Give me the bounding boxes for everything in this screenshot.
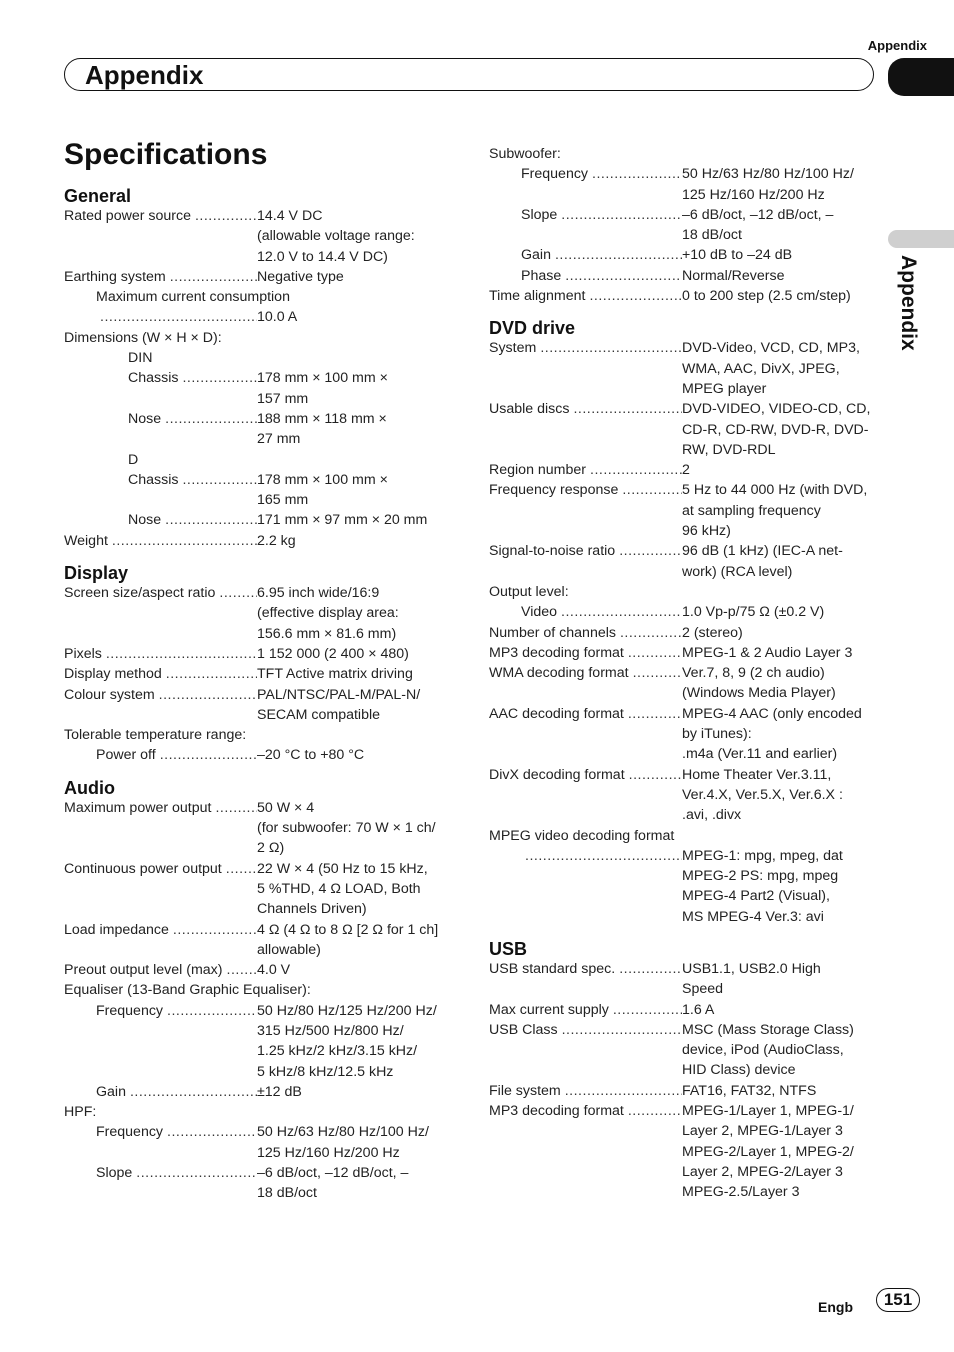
spec-label: Colour system — [64, 686, 155, 703]
spec-label: HPF: — [64, 1104, 97, 1121]
spec-row — [489, 460, 889, 480]
spec-label: Signal-to-noise ratio — [489, 543, 616, 560]
spec-row — [64, 685, 464, 726]
leader-dots — [551, 245, 682, 265]
spec-label: Display method — [64, 666, 162, 683]
spec-label: Output level: — [489, 583, 569, 600]
spec-row — [489, 582, 889, 602]
spec-label: Phase — [521, 267, 562, 284]
spec-value-line: (for subwoofer: 70 W × 1 ch/ — [257, 820, 436, 837]
leader-dots — [169, 920, 257, 961]
leader-dots — [561, 266, 682, 286]
spec-value-line: 96 kHz) — [682, 523, 731, 540]
spec-value-line: Channels Driven) — [257, 901, 367, 918]
spec-label: MP3 decoding format — [489, 1103, 624, 1120]
spec-value-line: Negative type — [257, 268, 344, 285]
spec-label: DivX decoding format — [489, 766, 625, 783]
spec-value-line: 178 mm × 100 mm × — [257, 370, 388, 387]
spec-value-line: –6 dB/oct, –12 dB/oct, – — [257, 1165, 409, 1182]
spec-label: Dimensions (W × H × D): — [64, 329, 222, 346]
spec-row — [489, 663, 889, 704]
spec-value-line: allowable) — [257, 941, 321, 958]
spec-row — [64, 1163, 464, 1204]
spec-row — [64, 745, 464, 765]
spec-row — [489, 846, 889, 927]
spec-row — [489, 245, 889, 265]
spec-value-line: 156.6 mm × 81.6 mm) — [257, 625, 397, 642]
leader-dots — [163, 1001, 257, 1082]
leader-dots — [178, 368, 257, 409]
spec-value-line: 0 to 200 step (2.5 cm/step) — [682, 288, 851, 305]
spec-label: USB standard spec. — [489, 960, 616, 977]
spec-label: Load impedance — [64, 921, 169, 938]
leader-dots — [615, 541, 682, 582]
spec-value-line: WMA, AAC, DivX, JPEG, — [682, 360, 840, 377]
leader-dots — [624, 643, 682, 663]
spec-value-line: –20 °C to +80 °C — [257, 747, 365, 764]
spec-row — [64, 348, 464, 368]
spec-label: Region number — [489, 462, 587, 479]
spec-label: MP3 decoding format — [489, 644, 624, 661]
spec-value-line: RW, DVD-RDL — [682, 441, 776, 458]
leader-dots — [558, 1020, 682, 1081]
spec-value-line: 1.6 A — [682, 1001, 715, 1018]
spec-value-line: 5 %THD, 4 Ω LOAD, Both — [257, 880, 421, 897]
footer-language: Engb — [818, 1299, 853, 1315]
spec-value-line: +10 dB to –24 dB — [682, 247, 793, 264]
spec-value-line: 4.0 V — [257, 962, 291, 979]
spec-value-line: DVD-VIDEO, VIDEO-CD, CD, — [682, 401, 871, 418]
spec-label: D — [128, 451, 139, 468]
spec-label: Gain — [521, 247, 551, 264]
spec-value-line: Speed — [682, 981, 724, 998]
spec-value-line: 5 Hz to 44 000 Hz (with DVD, — [682, 482, 868, 499]
spec-value-line: DVD-Video, VCD, CD, MP3, — [682, 340, 860, 357]
spec-label: Nose — [128, 410, 162, 427]
spec-label: Continuous power output — [64, 860, 222, 877]
spec-label: Max current supply — [489, 1001, 609, 1018]
spec-value-line: 1 152 000 (2 400 × 480) — [257, 645, 409, 662]
spec-value-line: MPEG-4 Part2 (Visual), — [682, 888, 830, 905]
leader-dots — [161, 409, 257, 450]
spec-value-line: 157 mm — [257, 390, 309, 407]
spec-value-line: MPEG-1 & 2 Audio Layer 3 — [682, 644, 853, 661]
spec-label: System — [489, 340, 537, 357]
spec-row — [64, 206, 464, 267]
leader-dots — [521, 846, 682, 927]
leader-dots — [215, 583, 257, 644]
spec-label: USB Class — [489, 1021, 558, 1038]
spec-row — [489, 266, 889, 286]
leader-dots — [132, 1163, 257, 1204]
spec-label: DIN — [128, 350, 153, 367]
spec-label: Pixels — [64, 645, 102, 662]
spec-row — [64, 960, 464, 980]
page-title: Specifications — [64, 138, 268, 171]
spec-value-line: 1.25 kHz/2 kHz/3.15 kHz/ — [257, 1043, 418, 1060]
spec-value-line: CD-R, CD-RW, DVD-R, DVD- — [682, 421, 869, 438]
spec-row — [489, 602, 889, 622]
spec-row — [489, 643, 889, 663]
spec-value-line: 12.0 V to 14.4 V DC) — [257, 248, 388, 265]
spec-value-line: 22 W × 4 (50 Hz to 15 kHz, — [257, 860, 428, 877]
spec-value-line: .m4a (Ver.11 and earlier) — [682, 746, 838, 763]
spec-label: Earthing system — [64, 268, 166, 285]
leader-dots — [166, 267, 257, 287]
spec-row — [64, 510, 464, 530]
spec-label: Maximum current consumption — [96, 289, 290, 306]
spec-row — [489, 205, 889, 246]
spec-label: Screen size/aspect ratio — [64, 585, 216, 602]
leader-dots — [557, 205, 682, 246]
leader-dots — [585, 286, 682, 306]
spec-label: Slope — [521, 206, 558, 223]
spec-value-line: 315 Hz/500 Hz/800 Hz/ — [257, 1022, 404, 1039]
spec-label: Rated power source — [64, 208, 191, 224]
spec-value-line: device, iPod (AudioClass, — [682, 1042, 844, 1059]
spec-row — [64, 267, 464, 287]
leader-dots — [615, 959, 682, 1000]
spec-value-line: Layer 2, MPEG-2/Layer 3 — [682, 1163, 843, 1180]
spec-value-line: MSC (Mass Storage Class) — [682, 1021, 854, 1038]
spec-label: Chassis — [128, 370, 179, 387]
spec-value-line: FAT16, FAT32, NTFS — [682, 1082, 817, 1099]
spec-value-line: MPEG player — [682, 380, 767, 397]
leader-dots — [211, 798, 257, 859]
spec-value-line: by iTunes): — [682, 726, 752, 743]
spec-label: Weight — [64, 532, 108, 549]
spec-label: Number of channels — [489, 624, 616, 641]
spec-row — [64, 1102, 464, 1122]
leader-dots — [557, 602, 682, 622]
spec-value-line: MPEG-1: mpg, mpeg, dat — [682, 847, 843, 864]
spec-label: Preout output level (max) — [64, 962, 223, 979]
spec-row — [64, 859, 464, 920]
spec-value-line: 18 dB/oct — [682, 227, 742, 244]
spec-value-line: 125 Hz/160 Hz/200 Hz — [682, 186, 825, 203]
leader-dots — [624, 1101, 682, 1202]
spec-value-line: 14.4 V DC — [257, 208, 323, 224]
spec-label: AAC decoding format — [489, 705, 624, 722]
spec-value-line: 10.0 A — [257, 309, 298, 326]
spec-label: Slope — [96, 1165, 133, 1182]
leader-dots — [161, 510, 257, 530]
spec-value-line: MS MPEG-4 Ver.3: avi — [682, 908, 824, 925]
leader-dots — [625, 765, 682, 826]
spec-row — [64, 409, 464, 450]
spec-label: Frequency response — [489, 482, 619, 499]
spec-label: Usable discs — [489, 401, 570, 418]
leader-dots — [96, 307, 257, 327]
spec-row — [64, 1122, 464, 1163]
spec-row — [489, 826, 889, 846]
spec-row — [489, 1000, 889, 1020]
spec-value-line: ±12 dB — [257, 1083, 302, 1100]
side-label: Appendix — [897, 255, 920, 351]
spec-label: Nose — [128, 512, 162, 529]
leader-dots — [561, 1081, 682, 1101]
left-column — [64, 186, 464, 1204]
spec-value-line: 188 mm × 118 mm × — [257, 410, 387, 427]
spec-row — [64, 725, 464, 745]
leader-dots — [618, 480, 682, 541]
spec-value-line: MPEG-2.5/Layer 3 — [682, 1184, 800, 1201]
spec-label: Video — [521, 604, 558, 621]
spec-row — [64, 328, 464, 348]
spec-label: Equaliser (13-Band Graphic Equaliser): — [64, 982, 311, 999]
spec-row — [489, 1101, 889, 1202]
spec-label: Tolerable temperature range: — [64, 727, 247, 744]
leader-dots — [629, 663, 682, 704]
leader-dots — [624, 704, 682, 765]
leader-dots — [222, 859, 257, 920]
spec-value-line: (allowable voltage range: — [257, 228, 415, 245]
spec-row — [489, 338, 889, 399]
spec-row — [64, 531, 464, 551]
section-banner — [64, 58, 874, 91]
spec-row — [489, 164, 889, 205]
spec-value-line: .avi, .divx — [682, 807, 742, 824]
page-number: 151 — [876, 1288, 920, 1312]
spec-row — [64, 470, 464, 511]
leader-dots — [156, 745, 257, 765]
spec-label: Frequency — [521, 166, 589, 183]
spec-row — [489, 1081, 889, 1101]
spec-row — [64, 664, 464, 684]
spec-value-line: 1.0 Vp-p/75 Ω (±0.2 V) — [682, 604, 825, 621]
banner-tab — [888, 58, 954, 96]
spec-value-line: USB1.1, USB2.0 High — [682, 960, 821, 977]
leader-dots — [191, 206, 257, 267]
spec-label: Time alignment — [489, 288, 586, 305]
leader-dots — [162, 664, 257, 684]
spec-value-line: Layer 2, MPEG-1/Layer 3 — [682, 1123, 843, 1140]
spec-value-line: 18 dB/oct — [257, 1185, 317, 1202]
leader-dots — [108, 531, 257, 551]
spec-value-line: HID Class) device — [682, 1062, 796, 1079]
spec-label: File system — [489, 1082, 561, 1099]
leader-dots — [155, 685, 257, 726]
leader-dots — [163, 1122, 257, 1163]
spec-label: Gain — [96, 1083, 126, 1100]
spec-row — [489, 286, 889, 306]
leader-dots — [102, 644, 257, 664]
spec-value-line: 171 mm × 97 mm × 20 mm — [257, 512, 428, 529]
spec-row — [489, 480, 889, 541]
spec-value-line: 125 Hz/160 Hz/200 Hz — [257, 1144, 400, 1161]
section-title: USB — [489, 938, 528, 959]
spec-value-line: (effective display area: — [257, 605, 399, 622]
spec-value-line: SECAM compatible — [257, 706, 381, 723]
spec-label: Frequency — [96, 1002, 164, 1019]
spec-row — [64, 798, 464, 859]
right-column — [489, 144, 889, 1203]
spec-value-line: MPEG-4 AAC (only encoded — [682, 705, 862, 722]
spec-value-line: (Windows Media Player) — [682, 685, 836, 702]
section-title: Display — [64, 563, 129, 584]
spec-value-line: MPEG-2/Layer 1, MPEG-2/ — [682, 1143, 854, 1160]
running-header: Appendix — [867, 38, 927, 53]
spec-row — [489, 541, 889, 582]
spec-value-line: 50 W × 4 — [257, 799, 315, 816]
spec-value-line: MPEG-2 PS: mpg, mpeg — [682, 868, 839, 885]
spec-row — [64, 307, 464, 327]
leader-dots — [536, 338, 682, 399]
spec-row — [489, 704, 889, 765]
leader-dots — [586, 460, 682, 480]
spec-row — [64, 980, 464, 1000]
spec-label: Maximum power output — [64, 799, 212, 816]
spec-label: WMA decoding format — [489, 665, 629, 682]
spec-row — [64, 450, 464, 470]
spec-value-line: 50 Hz/63 Hz/80 Hz/100 Hz/ — [257, 1124, 429, 1141]
spec-row — [64, 368, 464, 409]
banner-title: Appendix — [85, 60, 204, 90]
spec-row — [489, 1020, 889, 1081]
spec-value-line: Home Theater Ver.3.11, — [682, 766, 832, 783]
leader-dots — [588, 164, 682, 205]
spec-row — [64, 644, 464, 664]
section-title: Audio — [64, 777, 115, 798]
spec-value-line: 165 mm — [257, 492, 309, 509]
spec-row — [489, 765, 889, 826]
spec-row — [64, 920, 464, 961]
spec-value-line: 2.2 kg — [257, 532, 296, 549]
spec-row — [64, 1082, 464, 1102]
spec-row — [64, 1001, 464, 1082]
spec-value-line: work) (RCA level) — [682, 563, 793, 580]
spec-value-line: Normal/Reverse — [682, 267, 785, 284]
leader-dots — [609, 1000, 682, 1020]
spec-row — [489, 623, 889, 643]
spec-label: Power off — [96, 747, 156, 764]
spec-value-line: 50 Hz/80 Hz/125 Hz/200 Hz/ — [257, 1002, 437, 1019]
spec-row — [64, 287, 464, 307]
spec-row — [489, 144, 889, 164]
spec-value-line: at sampling frequency — [682, 502, 821, 519]
section-title: DVD drive — [489, 318, 576, 339]
leader-dots — [569, 399, 682, 460]
spec-row — [489, 399, 889, 460]
spec-value-line: 2 Ω) — [257, 840, 285, 857]
spec-value-line: 5 kHz/8 kHz/12.5 kHz — [257, 1063, 394, 1080]
spec-value-line: 27 mm — [257, 431, 301, 448]
spec-label: Chassis — [128, 471, 179, 488]
spec-value-line: 6.95 inch wide/16:9 — [257, 585, 380, 602]
spec-value-line: Ver.4.X, Ver.5.X, Ver.6.X : — [682, 786, 843, 803]
spec-value-line: 2 (stereo) — [682, 624, 743, 641]
spec-value-line: 2 — [682, 462, 690, 479]
spec-value-line: 178 mm × 100 mm × — [257, 471, 388, 488]
spec-value-line: PAL/NTSC/PAL-M/PAL-N/ — [257, 686, 421, 703]
spec-label: Frequency — [96, 1124, 164, 1141]
spec-value-line: 96 dB (1 kHz) (IEC-A net- — [682, 543, 843, 560]
leader-dots — [178, 470, 257, 511]
side-tab — [888, 230, 954, 248]
spec-label: Subwoofer: — [489, 146, 561, 162]
spec-value-line: –6 dB/oct, –12 dB/oct, – — [682, 206, 834, 223]
spec-label: MPEG video decoding format — [489, 827, 675, 844]
leader-dots — [223, 960, 257, 980]
spec-row — [489, 959, 889, 1000]
section-title: General — [64, 186, 132, 206]
leader-dots — [616, 623, 682, 643]
spec-value-line: TFT Active matrix driving — [257, 666, 413, 683]
spec-row — [64, 583, 464, 644]
spec-value-line: 50 Hz/63 Hz/80 Hz/100 Hz/ — [682, 166, 854, 183]
spec-value-line: Ver.7, 8, 9 (2 ch audio) — [682, 665, 825, 682]
spec-value-line: 4 Ω (4 Ω to 8 Ω [2 Ω for 1 ch] — [257, 921, 439, 938]
spec-value-line: MPEG-1/Layer 1, MPEG-1/ — [682, 1103, 854, 1120]
leader-dots — [126, 1082, 257, 1102]
